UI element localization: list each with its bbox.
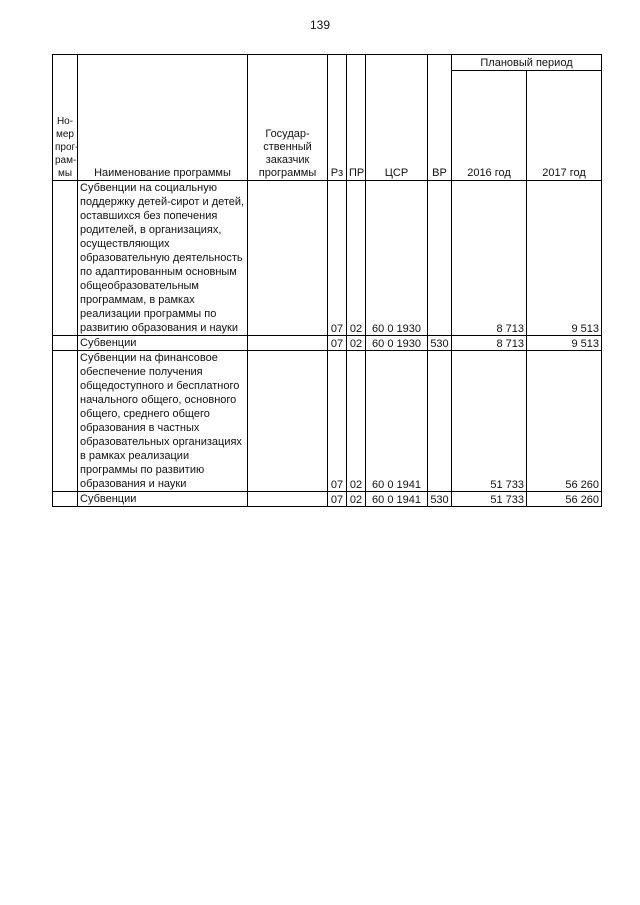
header-program-number: Но-мер прог-рам-мы [53, 55, 78, 181]
header-customer: Государ-ственный заказчик программы [248, 55, 328, 181]
program-name: Субвенции [78, 492, 248, 507]
csr-cell: 60 0 1941 [366, 351, 428, 492]
value-2016: 51 733 [452, 492, 527, 507]
pr-cell: 02 [347, 181, 366, 336]
table-row [53, 351, 602, 492]
header-csr: ЦСР [366, 55, 428, 181]
header-2016: 2016 год [452, 71, 527, 181]
pr-cell: 02 [347, 336, 366, 351]
page-number: 139 [309, 18, 331, 32]
table-row [53, 492, 602, 507]
program-name: Субвенции [78, 336, 248, 351]
vr-cell [428, 181, 452, 336]
header-rz: Рз [328, 55, 347, 181]
pr-cell: 02 [347, 351, 366, 492]
value-2017: 56 260 [527, 351, 602, 492]
header-pr: ПР [347, 55, 366, 181]
header-vr: ВР [428, 55, 452, 181]
rz-cell: 07 [328, 492, 347, 507]
table-row [53, 336, 602, 351]
rz-cell: 07 [328, 336, 347, 351]
csr-cell: 60 0 1941 [366, 492, 428, 507]
vr-cell: 530 [428, 492, 452, 507]
header-2017: 2017 год [527, 71, 602, 181]
program-name: Субвенции на финансовое обеспечение получения общедоступного и бесплатного начального общего, основного общего, среднего общего образования в частных образовательных организациях в рамках реализации программы по развитию образования и науки [78, 351, 248, 492]
value-2017: 56 260 [527, 492, 602, 507]
csr-cell: 60 0 1930 [366, 336, 428, 351]
budget-table [52, 54, 602, 507]
program-name: Субвенции на социальную поддержку детей-сирот и детей, оставшихся без попечения родителей, в организациях, осуществляющих образовательную деятельность по адаптированным основным общеобразовательным программам, в рамках реализации программы по развитию образования и науки [78, 181, 248, 336]
csr-cell: 60 0 1930 [366, 181, 428, 336]
header-planning-period: Плановый период [452, 55, 602, 71]
value-2016: 8 713 [452, 336, 527, 351]
rz-cell: 07 [328, 351, 347, 492]
value-2017: 9 513 [527, 181, 602, 336]
value-2016: 51 733 [452, 351, 527, 492]
value-2016: 8 713 [452, 181, 527, 336]
value-2017: 9 513 [527, 336, 602, 351]
pr-cell: 02 [347, 492, 366, 507]
vr-cell [428, 351, 452, 492]
header-row-top [53, 55, 602, 71]
table-row [53, 181, 602, 336]
header-program-name: Наименование программы [78, 55, 248, 181]
rz-cell: 07 [328, 181, 347, 336]
vr-cell: 530 [428, 336, 452, 351]
